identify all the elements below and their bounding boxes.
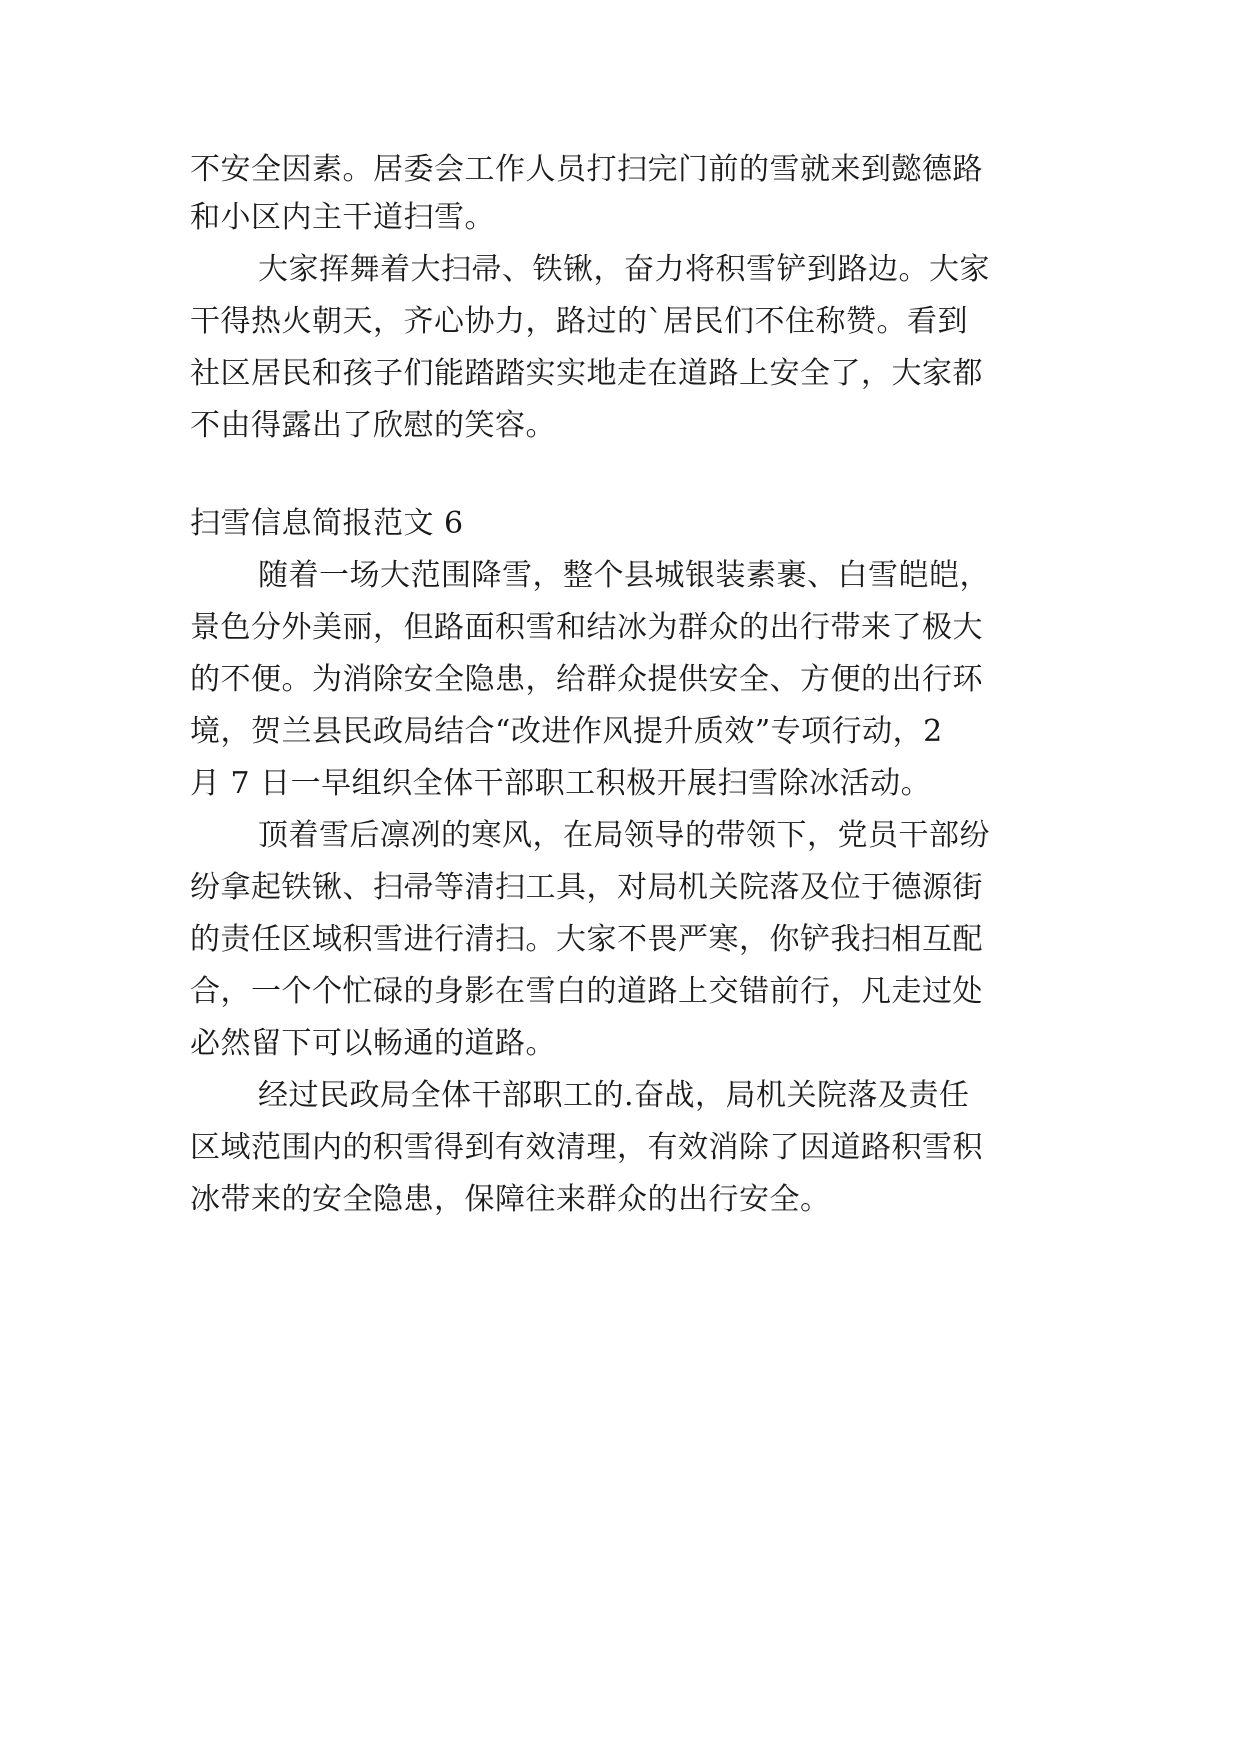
text-line: 干得热火朝天，齐心协力，路过的`居民们不住称赞。看到 (190, 304, 968, 339)
text-line: 和小区内主干道扫雪。 (190, 200, 495, 235)
text-line: 合，一个个忙碌的身影在雪白的道路上交错前行，凡走过处 (190, 974, 983, 1009)
paragraph-first-line: 随着一场大范围降雪，整个县城银装素裹、白雪皑皑， (258, 558, 990, 593)
text-line: 不安全因素。居委会工作人员打扫完门前的雪就来到懿德路 (190, 152, 983, 187)
paragraph-first-line: 顶着雪后凛冽的寒风，在局领导的带领下，党员干部纷 (258, 818, 990, 853)
paragraph-first-line: 大家挥舞着大扫帚、铁锹，奋力将积雪铲到路边。大家 (258, 252, 990, 287)
text-line: 景色分外美丽，但路面积雪和结冰为群众的出行带来了极大 (190, 610, 983, 645)
text-line: 社区居民和孩子们能踏踏实实地走在道路上安全了，大家都 (190, 356, 983, 391)
text-line: 冰带来的安全隐患，保障往来群众的出行安全。 (190, 1182, 831, 1217)
section-title: 扫雪信息简报范文 6 (190, 506, 464, 541)
text-line: 纷拿起铁锹、扫帚等清扫工具，对局机关院落及位于德源街 (190, 870, 983, 905)
text-line: 的责任区域积雪进行清扫。大家不畏严寒，你铲我扫相互配 (190, 922, 983, 957)
text-line: 不由得露出了欣慰的笑容。 (190, 408, 556, 443)
text-line: 必然留下可以畅通的道路。 (190, 1026, 556, 1061)
paragraph-first-line: 经过民政局全体干部职工的.奋战，局机关院落及责任 (258, 1078, 970, 1113)
text-line: 区域范围内的积雪得到有效清理，有效消除了因道路积雪积 (190, 1130, 983, 1165)
text-line: 月 7 日一早组织全体干部职工积极开展扫雪除冰活动。 (190, 766, 932, 801)
text-line: 的不便。为消除安全隐患，给群众提供安全、方便的出行环 (190, 662, 983, 697)
text-line: 境，贺兰县民政局结合“改进作风提升质效”专项行动，2 (190, 714, 943, 749)
